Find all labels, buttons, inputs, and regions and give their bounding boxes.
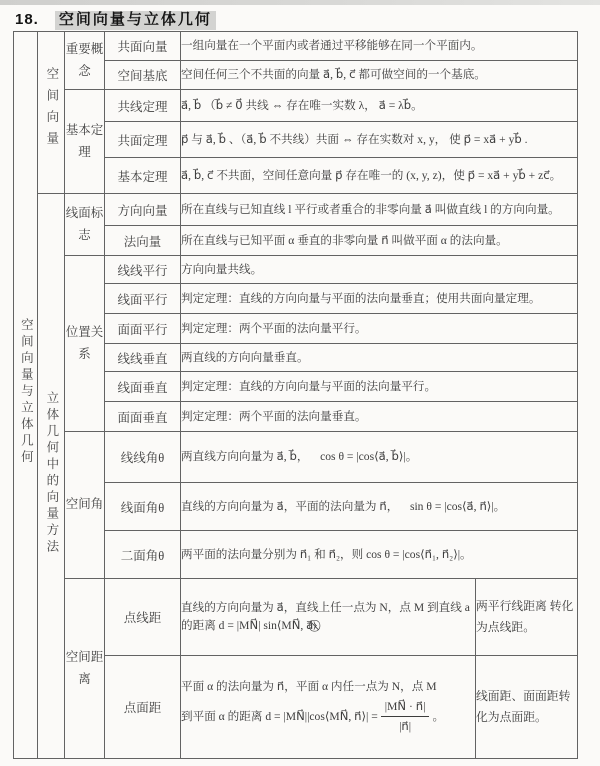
row-label: 共面定理 bbox=[105, 122, 181, 158]
row-content: p⃗ 与 a⃗, b⃗ 、（a⃗, b⃗ 不共线）共面 ⇔ 存在实数对 x, y， 使 p⃗ = xa⃗ + yb⃗ . bbox=[181, 122, 578, 158]
row-note: 线面距、面面距转化为点面距。 bbox=[476, 656, 578, 759]
row-label: 线面平行 bbox=[105, 284, 181, 314]
row-label: 面面垂直 bbox=[105, 402, 181, 432]
branch-space-vectors-cell bbox=[38, 32, 65, 194]
row-label: 线线平行 bbox=[105, 256, 181, 284]
row-label: 面面平行 bbox=[105, 314, 181, 344]
row-label: 二面角θ bbox=[105, 531, 181, 579]
row-label: 法向量 bbox=[105, 226, 181, 256]
row-content: 空间任何三个不共面的向量 a⃗, b⃗, c⃗ 都可做空间的一个基底。 bbox=[181, 61, 578, 90]
row-label: 共面向量 bbox=[105, 32, 181, 61]
row-content: 两直线的方向向量垂直。 bbox=[181, 344, 578, 372]
root-category-cell bbox=[14, 32, 38, 759]
row-content: 判定定理：直线的方向向量与平面的法向量垂直；使用共面向量定理。 bbox=[181, 284, 578, 314]
formula-prefix: 到平面 α 的距离 d = |MN⃗||cos⟨MN⃗, n⃗⟩| = bbox=[181, 710, 378, 723]
row-content: 直线的方向向量为 a⃗，直线上任一点为 N，点 M 到直线 a 的距离 d = |MN⃗| sin⟨MN⃗, a⃗⧽⃠ bbox=[181, 579, 476, 656]
row-content: a⃗, b⃗ （b⃗ ≠ 0⃗ 共线 ⇔ 存在唯一实数 λ， a⃗ = λb⃗。 bbox=[181, 90, 578, 122]
page-title bbox=[15, 8, 216, 29]
table-row bbox=[14, 194, 578, 226]
row-content: 两平面的法向量分别为 n⃗₁ 和 n⃗₂，则 cos θ = |cos⟨n⃗₁, n⃗₂⟩|。 bbox=[181, 531, 578, 579]
fraction bbox=[381, 698, 430, 737]
row-content: 判定定理：两个平面的法向量垂直。 bbox=[181, 402, 578, 432]
row-content: 一组向量在一个平面内或者通过平移能够在同一个平面内。 bbox=[181, 32, 578, 61]
row-label: 点面距 bbox=[105, 656, 181, 759]
root-category-label: 空间向量与立体几何 bbox=[19, 318, 34, 467]
group-line-plane-markers: 线面标志 bbox=[65, 194, 105, 256]
row-label: 线面角θ bbox=[105, 483, 181, 531]
table-row bbox=[14, 432, 578, 483]
row-label: 线线角θ bbox=[105, 432, 181, 483]
table-row bbox=[14, 579, 578, 656]
row-content: 直线的方向向量为 a⃗，平面的法向量为 n⃗， sin θ = |cos⟨a⃗, n⃗⟩|。 bbox=[181, 483, 578, 531]
fraction-denominator: |n⃗| bbox=[399, 720, 412, 734]
formula-line-1: 平面 α 的法向量为 n⃗，平面 α 内任一点为 N，点 M bbox=[181, 679, 437, 693]
row-content: 判定定理：两个平面的法向量平行。 bbox=[181, 314, 578, 344]
table-wrapper bbox=[13, 31, 578, 759]
branch-vector-methods-label: 立体几何中的向量方法 bbox=[44, 391, 59, 556]
formula-line-2 bbox=[181, 698, 475, 737]
row-content: 方向向量共线。 bbox=[181, 256, 578, 284]
table-row bbox=[14, 256, 578, 284]
group-position-relations: 位置关系 bbox=[65, 256, 105, 432]
table-row bbox=[14, 32, 578, 61]
scan-top-strip bbox=[0, 0, 600, 5]
group-important-concepts: 重要概念 bbox=[65, 32, 105, 90]
row-content: 所在直线与已知平面 α 垂直的非零向量 n⃗ 叫做平面 α 的法向量。 bbox=[181, 226, 578, 256]
table-row bbox=[14, 90, 578, 122]
section-number: 18. bbox=[15, 11, 39, 28]
row-label: 点线距 bbox=[105, 579, 181, 656]
row-content bbox=[181, 656, 476, 759]
section-title-highlighted: 空间向量与立体几何 bbox=[55, 11, 216, 30]
row-label: 基本定理 bbox=[105, 158, 181, 194]
group-spatial-angles: 空间角 bbox=[65, 432, 105, 579]
fraction-numerator: |MN⃗ · n⃗| bbox=[381, 698, 430, 718]
row-content: 判定定理：直线的方向向量与平面的法向量平行。 bbox=[181, 372, 578, 402]
branch-vector-methods-cell bbox=[38, 194, 65, 759]
math-summary-table bbox=[13, 31, 578, 759]
row-content: 所在直线与已知直线 l 平行或者重合的非零向量 a⃗ 叫做直线 l 的方向向量。 bbox=[181, 194, 578, 226]
row-label: 空间基底 bbox=[105, 61, 181, 90]
row-label: 共线定理 bbox=[105, 90, 181, 122]
row-label: 线线垂直 bbox=[105, 344, 181, 372]
row-content: a⃗, b⃗, c⃗ 不共面，空间任意向量 p⃗ 存在唯一的 (x, y, z)，使 p⃗ = xa⃗ + yb⃗ + zc⃗。 bbox=[181, 158, 578, 194]
group-spatial-distances: 空间距离 bbox=[65, 579, 105, 759]
formula-suffix: 。 bbox=[432, 710, 445, 723]
row-content: 两直线方向向量为 a⃗, b⃗， cos θ = |cos⟨a⃗, b⃗⟩|。 bbox=[181, 432, 578, 483]
row-label: 线面垂直 bbox=[105, 372, 181, 402]
branch-space-vectors-label: 空间向量 bbox=[44, 67, 59, 153]
row-note: 两平行线距离 转化为点线距。 bbox=[476, 579, 578, 656]
row-label: 方向向量 bbox=[105, 194, 181, 226]
group-basic-theorems: 基本定理 bbox=[65, 90, 105, 194]
